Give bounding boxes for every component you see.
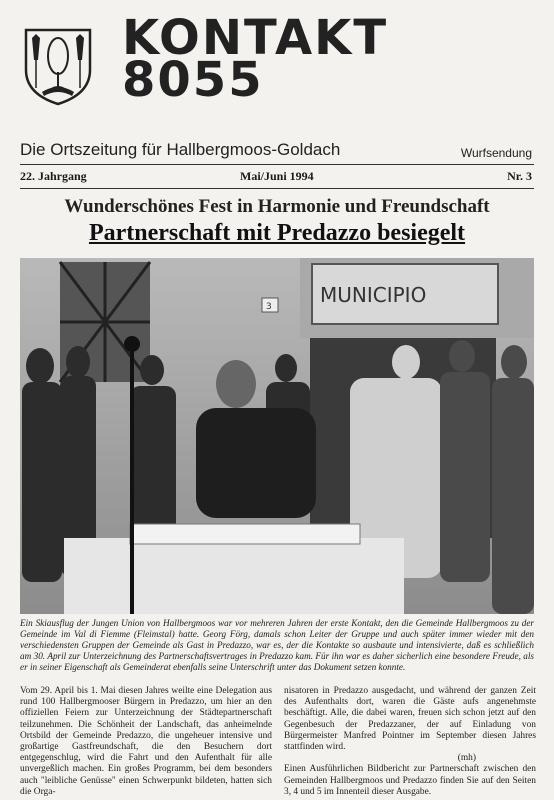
- photo-house-number: 3: [266, 302, 272, 312]
- masthead-title-line1: KONTAKT: [122, 10, 389, 66]
- article-headline: Partnerschaft mit Predazzo besiegelt: [88, 220, 466, 246]
- article-photo: [20, 258, 534, 614]
- photo-sign-text: MUNICIPIO: [320, 283, 427, 307]
- masthead-logo: [122, 10, 532, 108]
- article-column-1: [20, 686, 272, 798]
- coat-of-arms-icon: [22, 26, 94, 106]
- volume-label: 22. Jahrgang: [20, 169, 87, 183]
- divider-bottom: [20, 188, 534, 189]
- article-paragraph: Einen Ausführlichen Bildbericht zur Partnerschaft zwischen den Gemeinden Hallbergmoos und Predazzo finden Sie auf den Seiten 3, 4 und 5 im Innenteil dieser Ausgabe.: [284, 764, 536, 797]
- article-kicker: Wunderschönes Fest in Harmonie und Freundschaft: [64, 196, 490, 217]
- issue-number: Nr. 3: [507, 169, 532, 183]
- article-paragraph: nisatoren in Predazzo ausgedacht, und während der ganzen Zeit des Aufenthalts dort, waren die Gäste aufs angenehmste beschäftigt. Alle, die dabei waren, freuen sich schon jetzt auf den Gegenbesuch der Predazzaner, der auf Einladung von Bürgermeister Manfred Pointner im September diesen Jahres stattfinden wird.: [284, 686, 536, 753]
- article-column-2: [284, 686, 536, 798]
- masthead-title-line2: 8055: [122, 52, 264, 108]
- article-paragraph: Vom 29. April bis 1. Mai diesen Jahres weilte eine Delegation aus rund 100 Hallbergmooser Bürgern in Predazzo, um hier an den offiziellen Feiern zur Unterzeichnung der Städtepartnerschaft teilzunehmen. Die Schönheit der Landschaft, das anheimelnde Ortsbild der Gemeinde Predazzo, die ungeheuer intensive und großartige Gastfreundschaft, die den Besuchern dort entgegenschlug, wird die Fahrt und den Aufenthalt für alle unvergeßlich machen. Ein großes Programm, bei dem besonders auch "leibliche Genüsse" einen Schwerpunkt bildeten, hatten sich die Orga-: [20, 686, 272, 797]
- delivery-note: Wurfsendung: [460, 146, 532, 160]
- masthead-subtitle: Die Ortszeitung für Hallbergmoos-Goldach: [20, 140, 341, 159]
- divider-top: [20, 164, 534, 165]
- photo-caption: Ein Skiausflug der Jungen Union von Hallbergmoos war vor mehreren Jahren der erste Kontakt, den die Gemeinde Hallbergmoos zu der Gemeinde im Val di Fiemme (Fleimstal) hatte. Georg Förg, damals schon Leiter der Gruppe und auch später immer wieder mit den verschiedensten Gruppen der Gemeinde als Gast in Predazzo, war es, der die Kontakte so ausbaute und intensivierte, daß es schließlich am 30. April zur Unterzeichnung des Partnerschaftsvertrages in Predazzo kam. Für ihn war es daher sicherlich eine besondere Freude, als er in seiner Eigenschaft als Gemeinderat ebenfalls seine Unterschrift unter das Dokument setzen konnte.: [20, 618, 534, 672]
- issue-date: Mai/Juni 1994: [240, 169, 314, 183]
- author-initials: (mh): [457, 753, 476, 764]
